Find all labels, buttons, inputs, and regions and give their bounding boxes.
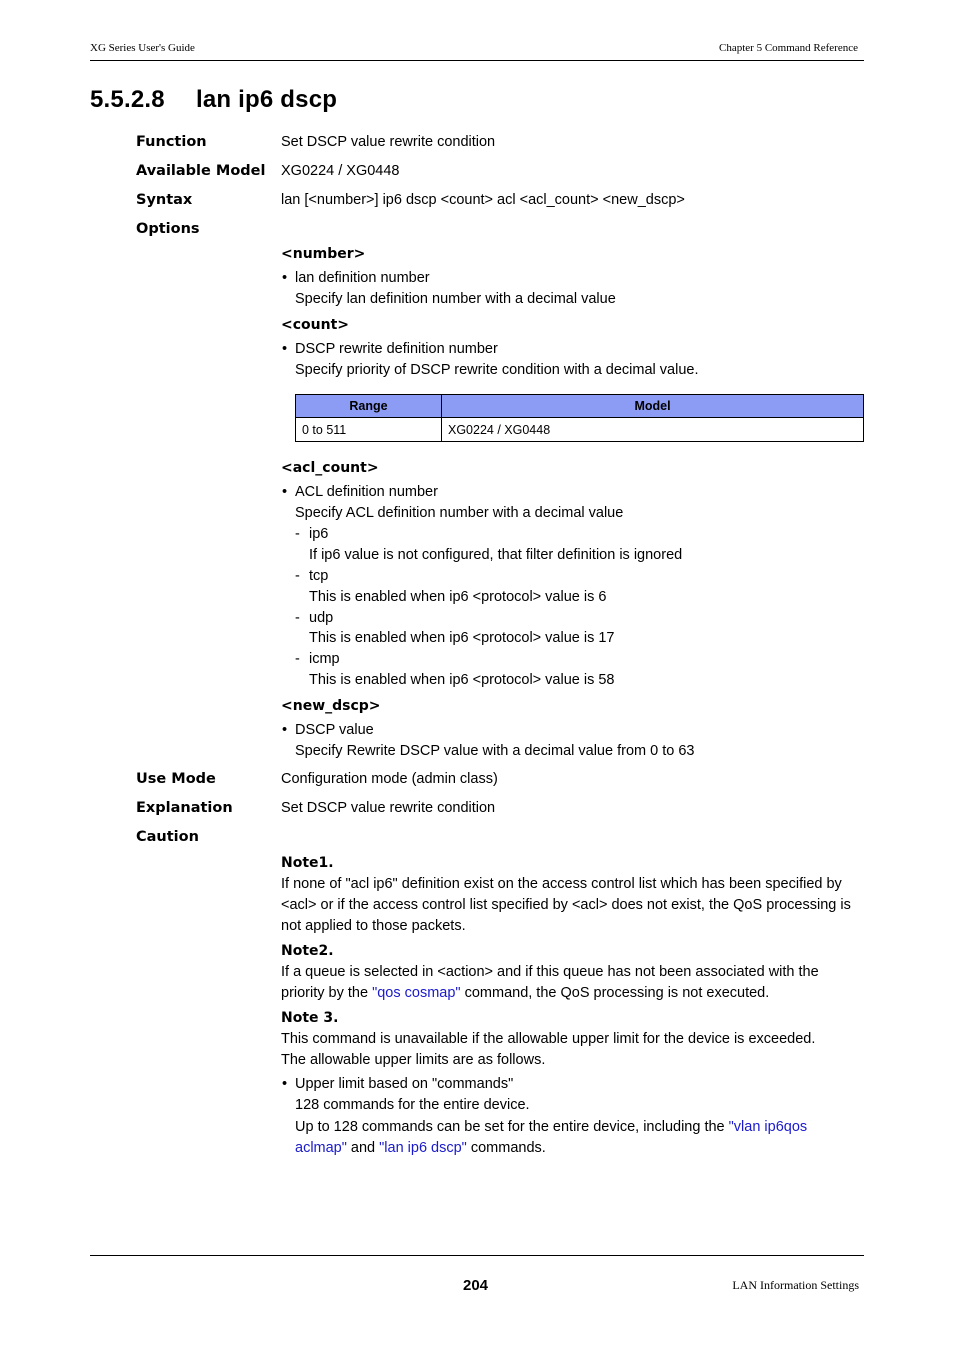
dash-icon: -: [295, 610, 300, 626]
option-number-desc: Specify lan definition number with a decimal value: [295, 291, 616, 307]
value-function: Set DSCP value rewrite condition: [281, 134, 496, 150]
note3-sub1: 128 commands for the entire device.: [295, 1097, 530, 1113]
value-use-mode: Configuration mode (admin class): [281, 771, 498, 787]
note3-title: Note 3.: [281, 1010, 339, 1026]
label-syntax: Syntax: [136, 192, 193, 208]
note3-line1: This command is unavailable if the allowable upper limit for the device is exceeded.: [281, 1031, 816, 1047]
dash-icon: -: [295, 526, 300, 542]
option-count-name: <count>: [281, 317, 350, 333]
qos-cosmap-link[interactable]: "qos cosmap": [372, 985, 461, 1001]
footer-rule: [90, 1255, 864, 1256]
option-acl-count-desc: Specify ACL definition number with a decimal value: [295, 505, 624, 521]
lan-ip6-dscp-link[interactable]: "lan ip6 dscp": [379, 1140, 467, 1156]
bullet-icon: •: [282, 341, 288, 357]
acl-item-name: ip6: [309, 526, 329, 542]
option-new-dscp-name: <new_dscp>: [281, 698, 381, 714]
option-acl-count-name: <acl_count>: [281, 460, 379, 476]
label-caution: Caution: [136, 829, 199, 845]
model-header: Model: [442, 395, 864, 418]
range-cell: 0 to 511: [296, 418, 442, 442]
note2-text-b: command, the QoS processing is not executed.: [460, 985, 770, 1001]
value-available-model: XG0224 / XG0448: [281, 163, 400, 179]
bullet-icon: •: [282, 722, 288, 738]
note1-title: Note1.: [281, 855, 334, 871]
range-table: [295, 394, 864, 442]
note3-sub2: [295, 1117, 855, 1159]
option-acl-count-bullet: ACL definition number: [295, 484, 438, 500]
bullet-icon: •: [282, 484, 288, 500]
value-syntax: lan [<number>] ip6 dscp <count> acl <acl_count> <new_dscp>: [281, 192, 685, 208]
acl-item-name: udp: [309, 610, 334, 626]
value-explanation: Set DSCP value rewrite condition: [281, 800, 496, 816]
range-table-header: [296, 395, 864, 418]
bullet-icon: •: [282, 270, 288, 286]
range-header: Range: [296, 395, 442, 418]
option-new-dscp-desc: Specify Rewrite DSCP value with a decimal value from 0 to 63: [295, 743, 695, 759]
acl-item-desc: If ip6 value is not configured, that filter definition is ignored: [309, 547, 683, 563]
page-number: 204: [463, 1277, 489, 1294]
option-new-dscp-bullet: DSCP value: [295, 722, 374, 738]
option-number-name: <number>: [281, 246, 366, 262]
table-row: [296, 418, 864, 442]
footer-right: LAN Information Settings: [732, 1278, 859, 1292]
vlan-ip6qos-aclmap-link[interactable]: "vlan ip6qos aclmap": [295, 1119, 808, 1156]
header-rule: [90, 60, 864, 61]
note2-text-a: If a queue is selected in <action> and if this queue has not been associated with the priority by the: [281, 964, 819, 1001]
acl-item-name: icmp: [309, 651, 340, 667]
label-use-mode: Use Mode: [136, 771, 216, 787]
model-cell: XG0224 / XG0448: [442, 418, 864, 442]
note3-line2: The allowable upper limits are as follows.: [281, 1052, 546, 1068]
label-options: Options: [136, 221, 200, 237]
option-count-desc: Specify priority of DSCP rewrite condition with a decimal value.: [295, 362, 699, 378]
dash-icon: -: [295, 568, 300, 584]
acl-item-desc: This is enabled when ip6 <protocol> value is 6: [309, 589, 607, 605]
label-explanation: Explanation: [136, 800, 233, 816]
note3-sub2-c: commands.: [466, 1140, 546, 1156]
acl-item-desc: This is enabled when ip6 <protocol> value is 17: [309, 630, 615, 646]
section-title: [90, 86, 337, 114]
dash-icon: -: [295, 651, 300, 667]
acl-item-desc: This is enabled when ip6 <protocol> value is 58: [309, 672, 615, 688]
bullet-icon: •: [282, 1076, 288, 1092]
note3-sub2-b: and: [346, 1140, 380, 1156]
acl-item-name: tcp: [309, 568, 329, 584]
header-left: XG Series User's Guide: [90, 42, 195, 54]
section-number: 5.5.2.8: [90, 86, 165, 113]
label-function: Function: [136, 134, 207, 150]
option-count-bullet: DSCP rewrite definition number: [295, 341, 498, 357]
note3-sub2-a: Up to 128 commands can be set for the entire device, including the: [295, 1119, 729, 1135]
section-title-text: lan ip6 dscp: [196, 86, 338, 113]
note1-text: If none of "acl ip6" definition exist on the access control list which has been specified by <acl> or if the access control list specified by <acl> does not exist, the QoS processing is not applied to those packets.: [281, 876, 851, 934]
option-number-bullet: lan definition number: [295, 270, 430, 286]
header-right: Chapter 5 Command Reference: [719, 42, 858, 54]
note2-title: Note2.: [281, 943, 334, 959]
note3-bullet: Upper limit based on "commands": [295, 1076, 514, 1092]
label-available-model: Available Model: [136, 163, 266, 179]
note2-text: [281, 962, 865, 1004]
